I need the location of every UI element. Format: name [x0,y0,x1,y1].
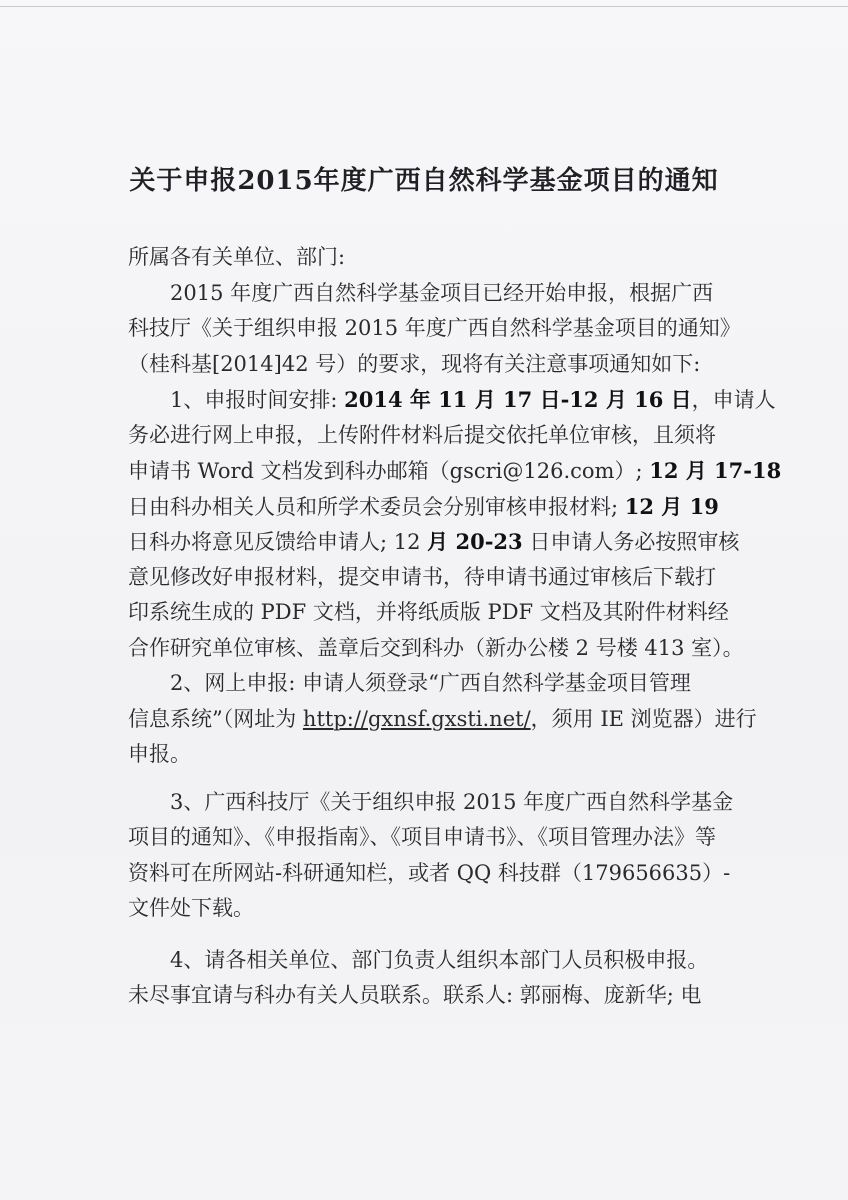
paragraph-line [128,489,758,525]
paragraph-line: 印系统生成的 PDF 文档，并将纸质版 PDF 文档及其附件材料经 [128,600,729,624]
text-span: ，申请人 [691,388,776,412]
paragraph-line [128,524,758,560]
paragraph-line: （桂科基[2014]42 号）的要求，现将有关注意事项通知如下: [128,351,701,376]
paragraph-schedule [128,382,782,666]
revision-date: 月 20-23 [427,529,523,554]
paragraph-line [128,453,782,489]
salutation: 所属各有关单位、部门: [128,245,346,269]
paragraph-line [128,382,776,418]
paragraph-line: 项目的通知》、《申报指南》、《项目申请书》、《项目管理办法》等 [128,825,716,849]
scan-edge-line [0,6,848,7]
document-body [128,240,782,1014]
paragraph-line: 资料可在所网站-科研通知栏，或者 QQ 科技群（179656635）- [128,860,731,885]
text-span: 日科办将意见反馈给申请人; 12 [128,530,428,554]
paragraph-materials [128,785,758,927]
paragraph-line: 申报。 [128,742,191,766]
item-number-text: 1、申报时间安排: [170,388,345,412]
text-span: 日申请人务必按照审核 [522,530,740,554]
paragraph-line: 未尽事宜请与科办有关人员联系。联系人: 郭丽梅、庞新华; 电 [128,983,702,1007]
text-span: ，须用 IE 浏览器）进行 [530,706,757,731]
paragraph-intro [128,276,758,383]
feedback-date: 12 月 19 [624,493,719,519]
document-title: 关于申报2015年度广西自然科学基金项目的通知 [129,166,719,196]
paragraph-line: 文件处下载。 [128,896,254,920]
paragraph-line: 3、广西科技厅《关于组织申报 2015 年度广西自然科学基金 [170,789,734,814]
system-url-link[interactable]: http://gxnsf.gxsti.net/ [302,706,531,731]
paragraph-line: 务必进行网上申报，上传附件材料后提交依托单位审核，且须将 [128,422,716,447]
paragraph-line: 合作研究单位审核、盖章后交到科办（新办公楼 2 号楼 413 室）。 [128,635,744,660]
review-date: 12 月 17-18 [649,458,782,483]
paragraph-line: 科技厅《关于组织申报 2015 年度广西自然科学基金项目的通知》 [128,316,741,340]
text-span: 申请书 Word 文档发到科办邮箱（gscri@126.com）; [128,459,650,483]
paragraph-line: 意见修改好申报材料，提交申请书，待申请书通过审核后下载打 [128,564,716,589]
text-span: 日由科办相关人员和所学术委员会分别审核申报材料; [128,494,625,519]
paragraph-line: 2、网上申报: 申请人须登录“广西自然科学基金项目管理 [170,671,691,695]
paragraph-line: 2015 年度广西自然科学基金项目已经开始申报，根据广西 [170,280,714,305]
application-period: 2014 年 11 月 17 日-12 月 16 日 [344,387,692,412]
paragraph-line: 4、请各相关单位、部门负责人组织本部门人员积极申报。 [170,947,709,972]
paragraph-online [128,666,758,773]
paragraph-contact [128,943,758,1014]
text-span: 信息系统”（网址为 [128,706,303,731]
paragraph-line [128,702,758,738]
